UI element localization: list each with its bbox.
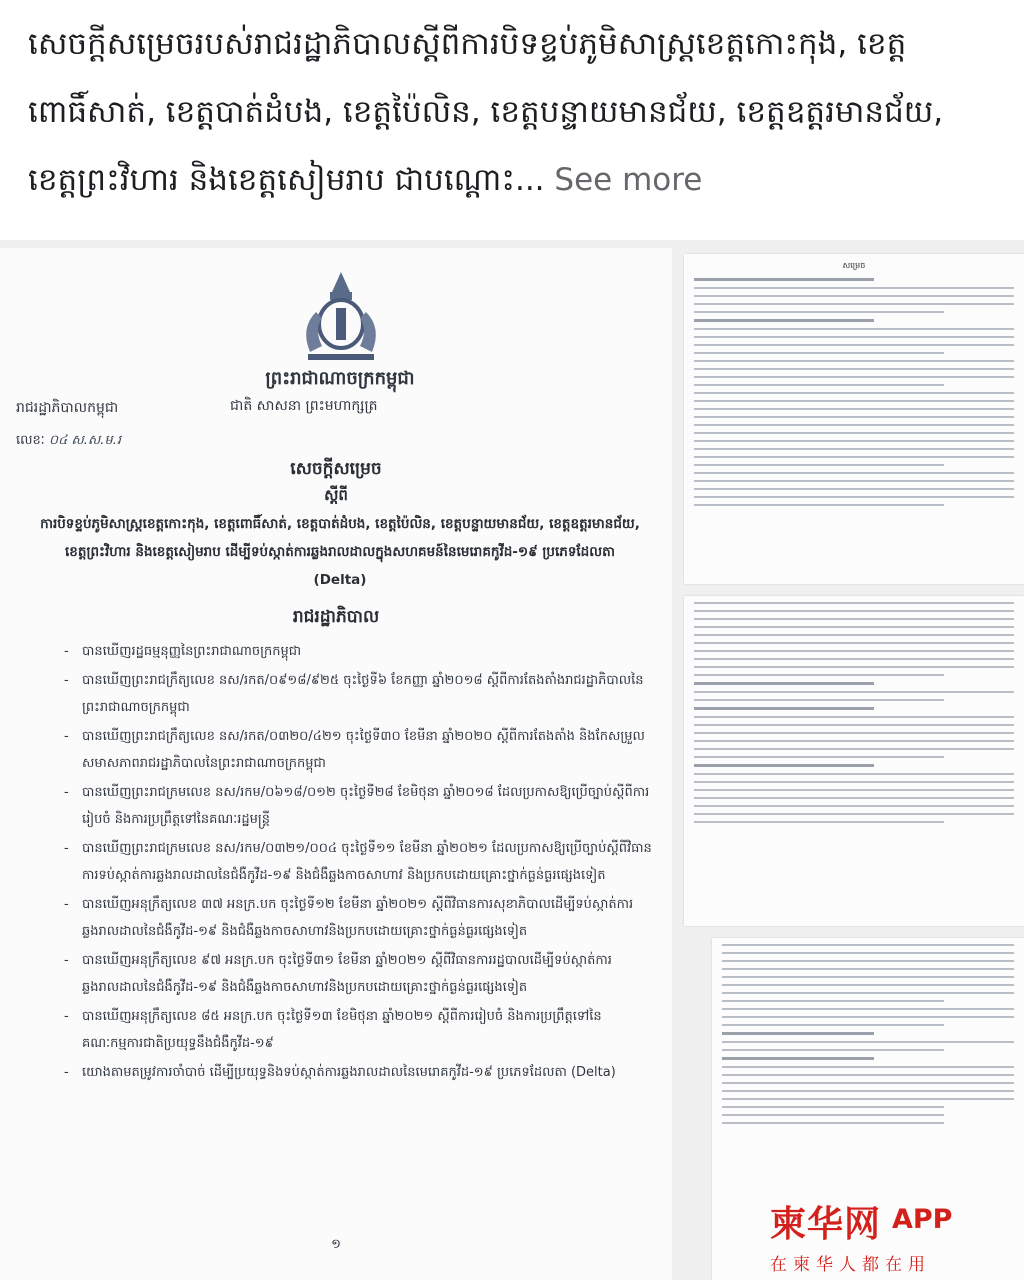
government-label: រាជរដ្ឋាភិបាលកម្ពុជា — [16, 400, 119, 416]
post-body: សេចក្ដីសម្រេចរបស់រាជរដ្ឋាភិបាលស្ដីពីការបិទខ្ទប់ភូមិសាស្ត្រខេត្តកោះកុង, ខេត្តពោធិ៍សាត់, ខេត្តបាត់ដំបង, ខេត្តប៉ៃលិន, ខេត្តបន្ទាយមានជ័យ, ខេត្តឧត្តរមានជ័យ, ខេត្តព្រះវិហារ និងខេត្តសៀមរាប ជាបណ្ដោះ... — [28, 26, 944, 198]
clause-item: - បានឃើញព្រះរាជក្រមលេខ នស/រកម/០៦១៨/០១២ ចុះថ្ងៃទី២៨ ខែមិថុនា ឆ្នាំ២០១៨ ដែលប្រកាសឱ្យប្រើច្បាប់ស្ដីពីការរៀបចំ និងការប្រព្រឹត្តទៅនៃគណៈរដ្ឋមន្ត្រី — [60, 779, 660, 833]
site-tagline: 在柬华人都在用 — [770, 1255, 931, 1275]
document-number — [16, 432, 121, 451]
decision-subject: ការបិទខ្ទប់ភូមិសាស្ត្រខេត្តកោះកុង, ខេត្តពោធិ៍សាត់, ខេត្តបាត់ដំបង, ខេត្តប៉ៃលិន, ខេត្តបន្ទាយមានជ័យ, ខេត្តឧត្តរមានជ័យ, ខេត្តព្រះវិហារ និងខេត្តសៀមរាប ដើម្បីទប់ស្កាត់ការឆ្លងរាលដាលក្នុងសហគមន៍នៃមេរោគកូវីដ-១៩ ប្រភេទដែលតា (Delta) — [40, 516, 640, 588]
clause-item: - បានឃើញព្រះរាជក្រមលេខ នស/រកម/០៣២១/០០៤ ចុះថ្ងៃទី១១ ខែមីនា ឆ្នាំ២០២១ ដែលប្រកាសឱ្យប្រើច្បាប់ស្ដីពីវិធានការទប់ស្កាត់ការឆ្លងរាលដាលនៃជំងឺកូវីដ-១៩ និងជំងឺឆ្លងកាចសាហាវ និងប្រកបដោយគ្រោះថ្នាក់ធ្ងន់ធ្ងរផ្សេងទៀត — [60, 835, 660, 889]
number-label: លេខៈ — [16, 433, 45, 448]
national-motto: ជាតិ សាសនា ព្រះមហាក្សត្រ — [230, 398, 378, 414]
about-label: ស្ដីពី — [324, 486, 348, 504]
clause-item: - យោងតាមតម្រូវការចាំបាច់ ដើម្បីប្រយុទ្ធនិងទប់ស្កាត់ការឆ្លងរាលដាលនៃមេរោគកូវីដ-១៩ ប្រភេទដែលតា (Delta) — [60, 1059, 660, 1086]
royal-emblem-icon — [286, 268, 396, 364]
see-more-link[interactable]: See more — [554, 162, 703, 198]
post-text — [28, 10, 998, 214]
clause-list — [60, 638, 660, 1088]
document-page-1[interactable] — [0, 248, 672, 1280]
document-page-2-thumbnail[interactable] — [684, 254, 1024, 584]
page-2-title: សម្រេច — [842, 261, 866, 270]
clause-item: - បានឃើញអនុក្រឹត្យលេខ ៣៧ អនក្រ.បក ចុះថ្ងៃទី១២ ខែមីនា ឆ្នាំ២០២១ ស្ដីពីវិធានការសុខាភិបាលដើម្បីទប់ស្កាត់ការឆ្លងរាលដាលនៃជំងឺកូវីដ-១៩ និងជំងឺឆ្លងកាចសាហាវនិងប្រកបដោយគ្រោះថ្នាក់ធ្ងន់ធ្ងរផ្សេងទៀត — [60, 891, 660, 945]
government-heading: រាជរដ្ឋាភិបាល — [292, 607, 380, 627]
clause-item: - បានឃើញព្រះរាជក្រឹត្យលេខ នស/រកត/០៩១៨/៩២៥ ចុះថ្ងៃទី៦ ខែកញ្ញា ឆ្នាំ២០១៨ ស្ដីពីការតែងតាំងរាជរដ្ឋាភិបាលនៃព្រះរាជាណាចក្រកម្ពុជា — [60, 667, 660, 721]
clause-item: - បានឃើញអនុក្រឹត្យលេខ ៩៧ អនក្រ.បក ចុះថ្ងៃទី៣១ ខែមីនា ឆ្នាំ២០២១ ស្ដីពីវិធានការរដ្ឋបាលដើម្បីទប់ស្កាត់ការឆ្លងរាលដាលនៃជំងឺកូវីដ-១៩ និងជំងឺឆ្លងកាចសាហាវនិងប្រកបដោយគ្រោះថ្នាក់ធ្ងន់ធ្ងរផ្សេងទៀត — [60, 947, 660, 1001]
number-value: ០៤ ស.ស.ម.រ — [48, 433, 121, 448]
page-number: ១ — [331, 1237, 341, 1252]
decision-title: សេចក្ដីសម្រេច — [290, 459, 382, 479]
clause-item: - បានឃើញព្រះរាជក្រឹត្យលេខ នស/រកត/០៣២០/៤២១ ចុះថ្ងៃទី៣០ ខែមីនា ឆ្នាំ២០២០ ស្ដីពីការតែងតាំង និងកែសម្រួលសមាសភាពរាជរដ្ឋាភិបាលនៃព្រះរាជាណាចក្រកម្ពុជា — [60, 723, 660, 777]
app-label: APP — [892, 1204, 953, 1235]
document-page-3-thumbnail[interactable] — [684, 596, 1024, 926]
kingdom-heading: ព្រះរាជាណាចក្រកម្ពុជា — [265, 368, 415, 389]
clause-item: - បានឃើញអនុក្រឹត្យលេខ ៨៥ អនក្រ.បក ចុះថ្ងៃទី១៣ ខែមិថុនា ឆ្នាំ២០២១ ស្ដីពីការរៀបចំ និងការប្រព្រឹត្តទៅនៃគណៈកម្មការជាតិប្រយុទ្ធនឹងជំងឺកូវីដ-១៩ — [60, 1003, 660, 1057]
site-logo: 柬华网 — [770, 1203, 882, 1245]
clause-item: - បានឃើញរដ្ឋធម្មនុញ្ញនៃព្រះរាជាណាចក្រកម្ពុជា — [60, 638, 660, 665]
